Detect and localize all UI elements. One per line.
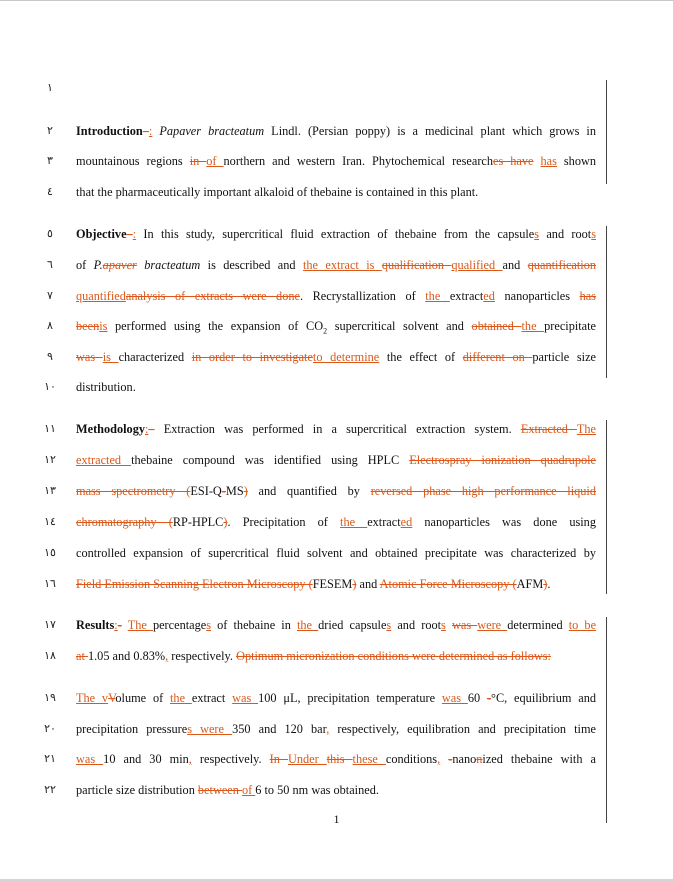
text-run: and root bbox=[539, 227, 592, 241]
inserted-text: The bbox=[127, 618, 153, 632]
text-run: and bbox=[502, 258, 528, 272]
text-run: particle size bbox=[532, 350, 596, 364]
inserted-text: quantified bbox=[76, 289, 126, 303]
text-run: 1.05 and 0.83% bbox=[87, 649, 166, 663]
inserted-text: s bbox=[441, 618, 446, 632]
inserted-text: s bbox=[534, 227, 540, 241]
deleted-text: in order to investigate bbox=[191, 350, 313, 364]
deleted-text: been bbox=[76, 319, 100, 333]
deleted-text: was bbox=[451, 618, 478, 632]
deleted-text: chromatography ( bbox=[76, 515, 173, 529]
text-line bbox=[76, 257, 596, 273]
inserted-text: of bbox=[241, 783, 256, 797]
text-line bbox=[76, 751, 596, 767]
line-number: ٢١ bbox=[44, 753, 56, 765]
text-run: Papaver bracteatum bbox=[159, 124, 265, 138]
line-number: ٢ bbox=[47, 125, 53, 137]
line-number: ٢٠ bbox=[44, 723, 56, 735]
text-line bbox=[76, 349, 596, 365]
inserted-text: s bbox=[386, 618, 392, 632]
text-run: northern and western Iran. Phytochemical research bbox=[223, 154, 494, 168]
text-run: dried capsule bbox=[318, 618, 387, 632]
line-number: ١٩ bbox=[44, 692, 56, 704]
line-number: ١١ bbox=[44, 423, 56, 435]
deleted-text: – bbox=[142, 124, 149, 138]
change-bar bbox=[606, 226, 607, 378]
text-line bbox=[76, 514, 596, 530]
line-number: ١٥ bbox=[44, 547, 56, 559]
line-number: ١٠ bbox=[44, 381, 56, 393]
text-run: P. bbox=[93, 258, 103, 272]
text-run: 6 to 50 nm was obtained. bbox=[255, 783, 379, 797]
text-line bbox=[76, 153, 596, 169]
text-line bbox=[76, 576, 596, 592]
deleted-text: ) bbox=[243, 484, 248, 498]
deleted-text: Field Emission Scanning Electron Microscopy ( bbox=[76, 577, 313, 591]
text-run: respectively. bbox=[168, 649, 237, 663]
text-run: and quantified by bbox=[247, 484, 371, 498]
inserted-text: qualified bbox=[451, 258, 503, 272]
deleted-text: - bbox=[221, 484, 226, 498]
deleted-text: at bbox=[76, 649, 88, 663]
text-run: percentage bbox=[152, 618, 207, 632]
line-number: ١٤ bbox=[44, 516, 56, 528]
inserted-text: : bbox=[148, 124, 153, 138]
line-number: ١٦ bbox=[44, 578, 56, 590]
deleted-text: this bbox=[326, 752, 353, 766]
inserted-text: was bbox=[441, 691, 468, 705]
deleted-text: ) bbox=[223, 515, 228, 529]
text-run: °C, equilibrium and bbox=[491, 691, 597, 705]
inserted-text: s were bbox=[187, 722, 233, 736]
text-line bbox=[76, 782, 596, 798]
deleted-text: analysis of extracts were done bbox=[125, 289, 300, 303]
text-run: ESI-Q bbox=[190, 484, 222, 498]
deleted-text: n bbox=[476, 752, 483, 766]
text-run: . Recrystallization of bbox=[299, 289, 426, 303]
text-run: . bbox=[547, 577, 551, 591]
text-line bbox=[76, 648, 596, 664]
text-line bbox=[76, 318, 596, 339]
text-run: shown bbox=[556, 154, 596, 168]
section-heading: 2 bbox=[323, 326, 328, 336]
text-line bbox=[76, 226, 596, 242]
inserted-text: to be bbox=[568, 618, 597, 632]
text-run: controlled expansion of supercritical fluid solvent and obtained precipitate was characterized by bbox=[76, 546, 596, 560]
line-number: ١ bbox=[47, 82, 53, 94]
deleted-text: was bbox=[76, 350, 103, 364]
deleted-text: ) bbox=[352, 577, 357, 591]
inserted-text: was bbox=[76, 752, 104, 766]
inserted-text: has bbox=[540, 154, 557, 168]
change-bar bbox=[606, 80, 607, 184]
inserted-text: the bbox=[425, 289, 450, 303]
text-run: nanoparticles was done using bbox=[412, 515, 596, 529]
inserted-text: is bbox=[102, 350, 119, 364]
deleted-text: between bbox=[197, 783, 242, 797]
text-run: the effect of bbox=[379, 350, 463, 364]
text-line bbox=[76, 483, 596, 499]
text-run: FESEM bbox=[312, 577, 353, 591]
inserted-text: ed bbox=[483, 289, 495, 303]
text-run: 100 μL, precipitation temperature bbox=[258, 691, 442, 705]
text-run: conditions bbox=[385, 752, 438, 766]
text-line bbox=[76, 184, 596, 200]
text-line bbox=[76, 421, 596, 437]
deleted-text: es have bbox=[493, 154, 534, 168]
inserted-text: : bbox=[114, 618, 118, 632]
text-run: is described and bbox=[200, 258, 303, 272]
text-run: respectively, equilibration and precipitation time bbox=[329, 722, 596, 736]
deleted-text: obtained bbox=[471, 319, 522, 333]
line-number: ٦ bbox=[47, 259, 53, 271]
change-bar bbox=[606, 420, 607, 594]
section-heading: Methodology bbox=[76, 422, 145, 436]
text-run: distribution. bbox=[76, 380, 136, 394]
deleted-text: - bbox=[448, 752, 453, 766]
text-run: extract bbox=[191, 691, 233, 705]
text-line bbox=[76, 288, 596, 304]
line-number: ١٧ bbox=[44, 619, 56, 631]
text-run: MS bbox=[225, 484, 244, 498]
deleted-text: - bbox=[117, 618, 122, 632]
inserted-text: the bbox=[296, 618, 319, 632]
text-run: Lindl. (Persian poppy) is a medicinal plant which grows in bbox=[264, 124, 596, 138]
deleted-text: Extracted bbox=[520, 422, 577, 436]
deleted-text: reversed phase high performance liquid bbox=[370, 484, 596, 498]
text-run: particle size distribution bbox=[76, 783, 198, 797]
text-run: RP-HPLC bbox=[172, 515, 224, 529]
deleted-text: V bbox=[108, 691, 116, 705]
text-run: 60 bbox=[467, 691, 487, 705]
line-number: ٥ bbox=[47, 228, 53, 240]
deleted-text: in bbox=[189, 154, 207, 168]
text-run: and bbox=[356, 577, 380, 591]
text-run: nano bbox=[452, 752, 477, 766]
text-run: respectively. bbox=[191, 752, 270, 766]
deleted-text: quantification bbox=[527, 258, 596, 272]
deleted-text: - bbox=[486, 691, 492, 705]
text-run: precipitation pressure bbox=[76, 722, 188, 736]
line-number: ٣ bbox=[47, 155, 53, 167]
line-number: ٢٢ bbox=[44, 784, 56, 796]
inserted-text: Under bbox=[287, 752, 327, 766]
deleted-text: apaver bbox=[102, 258, 137, 272]
inserted-text: the extract is bbox=[302, 258, 382, 272]
inserted-text: the bbox=[170, 691, 192, 705]
text-run: mountainous regions bbox=[76, 154, 190, 168]
deleted-text: qualification bbox=[381, 258, 452, 272]
text-line bbox=[76, 379, 596, 395]
text-line bbox=[76, 452, 596, 468]
deleted-text: Electrospray ionization quadrupole bbox=[409, 453, 597, 467]
text-run: . Precipitation of bbox=[227, 515, 341, 529]
inserted-text: were bbox=[477, 618, 508, 632]
deleted-text: mass spectrometry ( bbox=[76, 484, 191, 498]
line-number: ٨ bbox=[47, 320, 53, 332]
text-run: that the pharmaceutically important alkaloid of thebaine is contained in this plant. bbox=[76, 185, 479, 199]
deleted-text: In bbox=[269, 752, 288, 766]
page-number: 1 bbox=[333, 812, 340, 826]
text-run: characterized bbox=[118, 350, 192, 364]
deleted-text: Optimum micronization conditions were determined as follows: bbox=[236, 649, 551, 663]
section-heading: Introduction bbox=[76, 124, 143, 138]
inserted-text: s bbox=[206, 618, 211, 632]
inserted-text: ed bbox=[400, 515, 413, 529]
deleted-text: different on bbox=[462, 350, 533, 364]
text-run: In this study, supercritical fluid extraction of thebaine from the capsule bbox=[136, 227, 535, 241]
text-run: supercritical solvent and bbox=[327, 319, 472, 333]
line-number: ٧ bbox=[47, 290, 53, 302]
deleted-text: – bbox=[126, 227, 133, 241]
text-run: precipitate bbox=[544, 319, 597, 333]
text-line bbox=[76, 123, 596, 139]
deleted-text: ) bbox=[543, 577, 548, 591]
line-number: ١٨ bbox=[44, 650, 56, 662]
text-run: bracteatum bbox=[136, 258, 201, 272]
inserted-text: these bbox=[352, 752, 386, 766]
text-run: of thebaine in bbox=[211, 618, 297, 632]
text-run: 10 and 30 min bbox=[103, 752, 189, 766]
text-run: olume of bbox=[115, 691, 171, 705]
inserted-text: was bbox=[232, 691, 259, 705]
line-number: ٩ bbox=[47, 351, 53, 363]
inserted-text: the bbox=[521, 319, 545, 333]
inserted-text: The v bbox=[76, 691, 109, 705]
deleted-text: Atomic Force Microscopy ( bbox=[379, 577, 517, 591]
text-line bbox=[76, 617, 596, 633]
text-run: thebaine compound was identified using HPLC bbox=[131, 453, 410, 467]
text-run: performed using the expansion of CO bbox=[107, 319, 324, 333]
text-run: Extraction was performed in a supercritical extraction system. bbox=[154, 422, 521, 436]
inserted-text: of bbox=[206, 154, 224, 168]
inserted-text: , bbox=[326, 722, 330, 736]
line-number: ١٣ bbox=[44, 485, 56, 497]
line-number: ١٢ bbox=[44, 454, 56, 466]
text-run: extract bbox=[367, 515, 401, 529]
text-run: and root bbox=[391, 618, 442, 632]
change-bar bbox=[606, 617, 607, 823]
inserted-text: : bbox=[132, 227, 137, 241]
inserted-text: The bbox=[576, 422, 596, 436]
text-run: 350 and 120 bar bbox=[232, 722, 327, 736]
inserted-text: , bbox=[188, 752, 192, 766]
text-run: determined bbox=[507, 618, 569, 632]
inserted-text: : bbox=[145, 422, 149, 436]
inserted-text: extracted bbox=[76, 453, 132, 467]
text-run: nanoparticles bbox=[494, 289, 580, 303]
text-run: extract bbox=[449, 289, 484, 303]
text-line bbox=[76, 545, 596, 561]
text-run: ized thebaine with a bbox=[482, 752, 596, 766]
inserted-text: the bbox=[340, 515, 368, 529]
section-heading: Objective bbox=[76, 227, 127, 241]
section-heading: Results bbox=[76, 618, 115, 632]
inserted-text: , bbox=[437, 752, 441, 766]
text-line bbox=[76, 690, 596, 706]
inserted-text: is bbox=[99, 319, 108, 333]
deleted-text: – bbox=[148, 422, 155, 436]
inserted-text: s bbox=[591, 227, 596, 241]
line-number: ٤ bbox=[47, 186, 53, 198]
text-run: AFM bbox=[516, 577, 544, 591]
page-top-border bbox=[0, 0, 673, 1]
text-run: of bbox=[76, 258, 94, 272]
deleted-text: has bbox=[579, 289, 596, 303]
inserted-text: to determine bbox=[312, 350, 380, 364]
text-line bbox=[76, 721, 596, 737]
inserted-text: , bbox=[165, 649, 169, 663]
